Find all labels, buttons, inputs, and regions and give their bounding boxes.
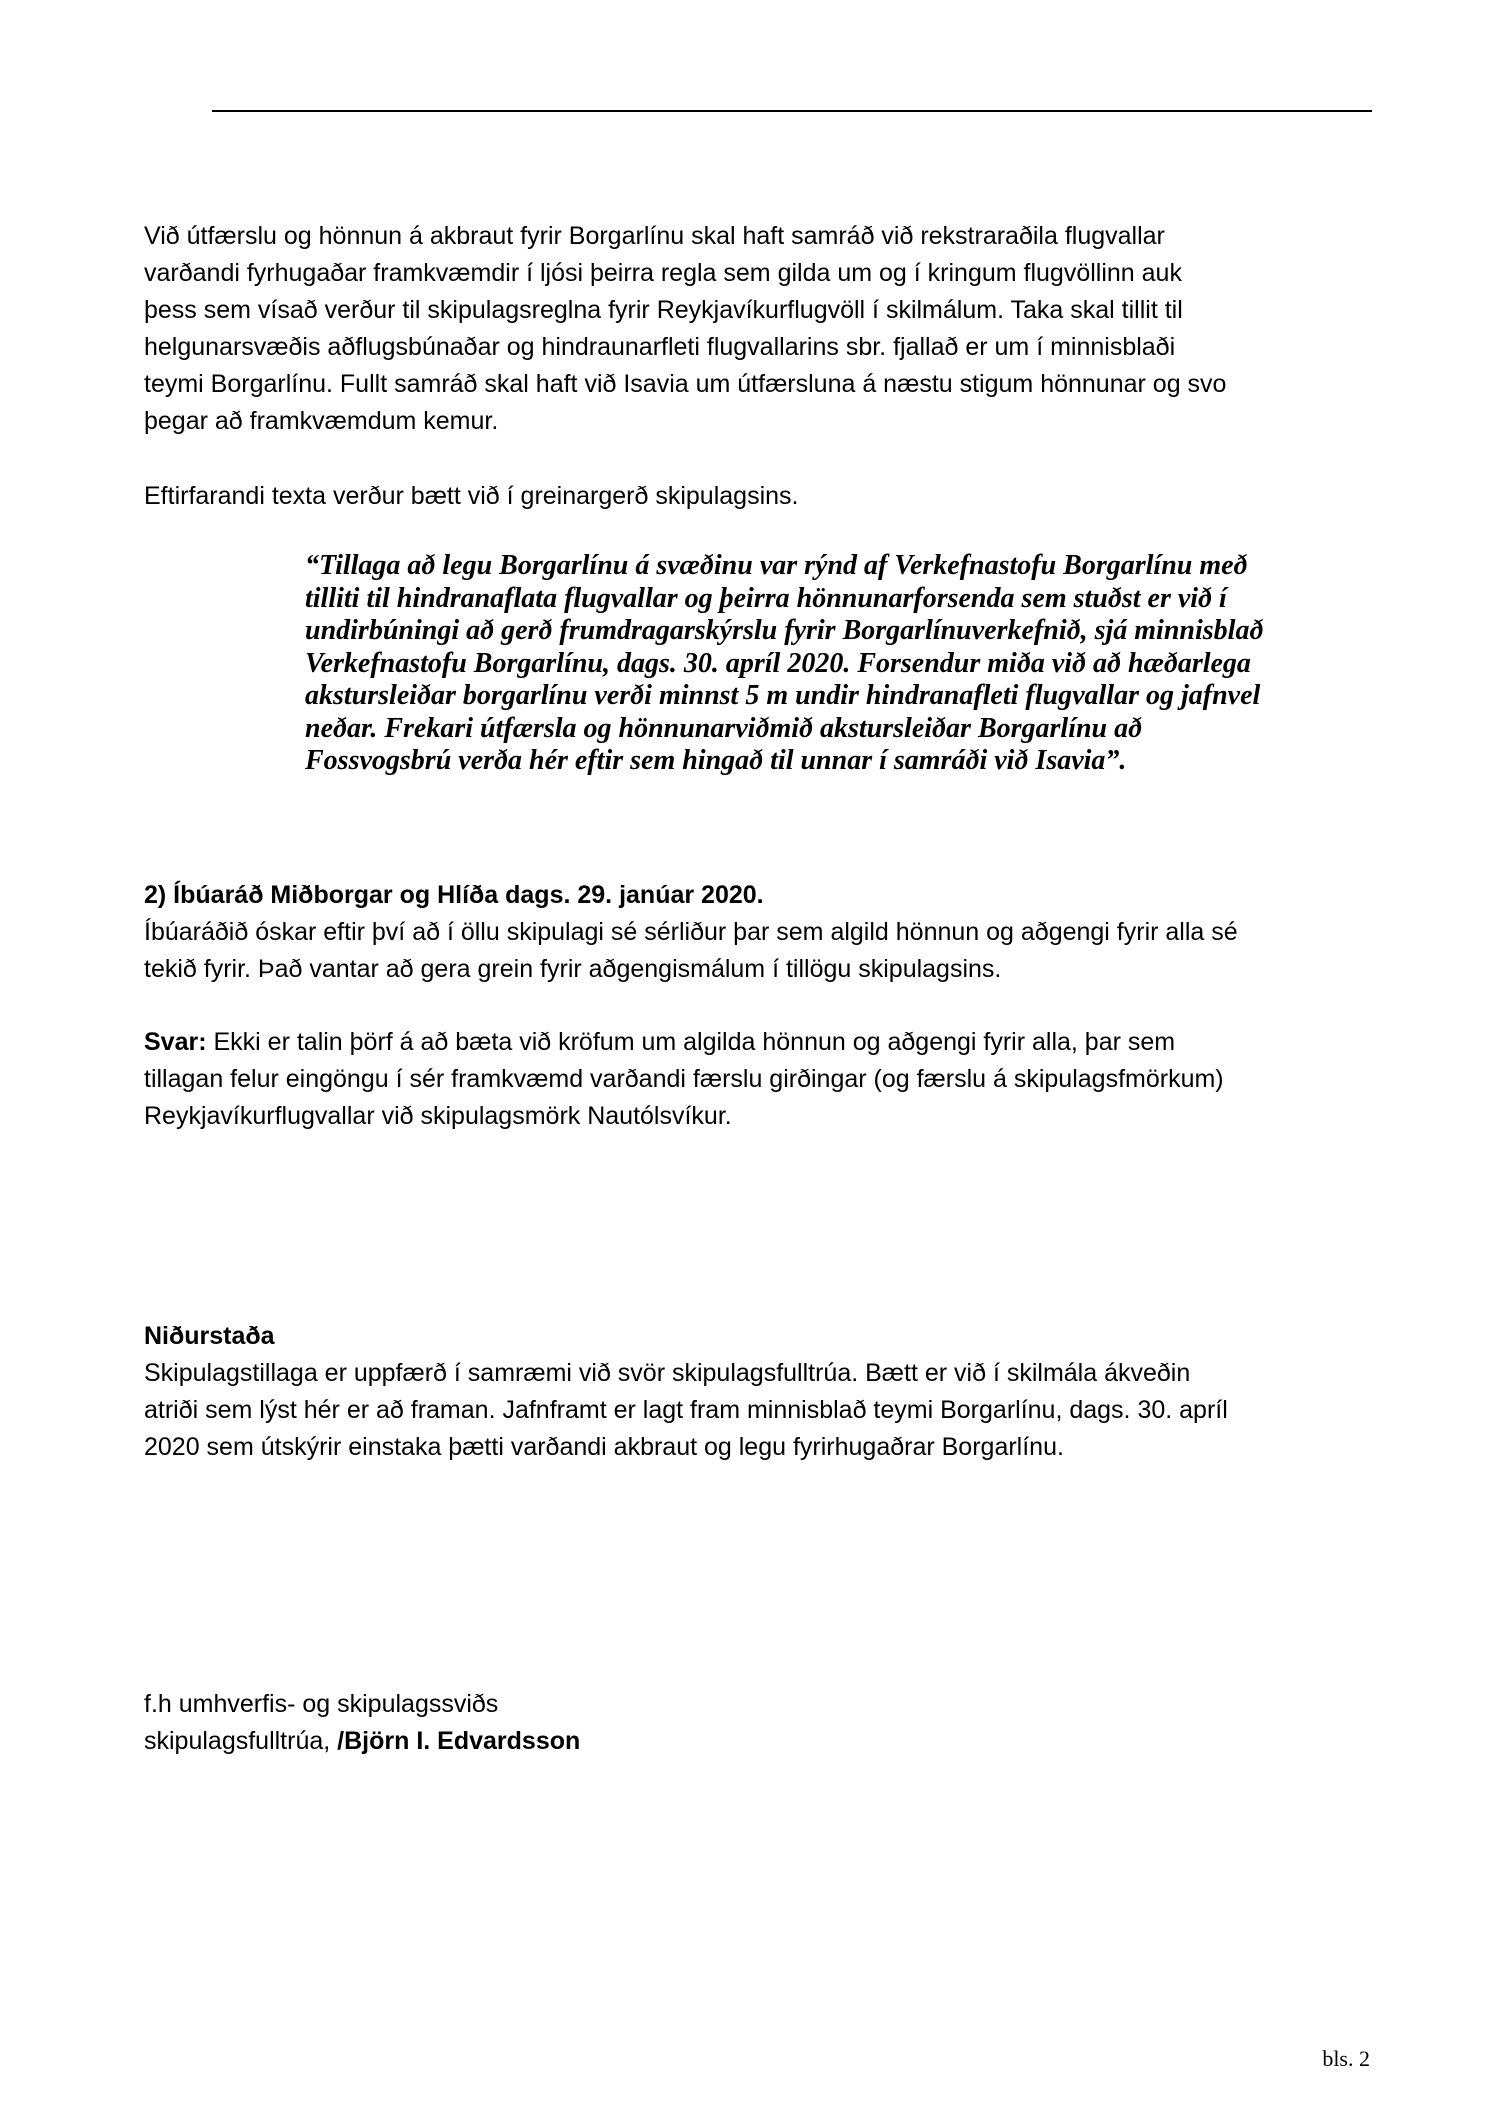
section-line: Íbúaráðið óskar eftir því að í öllu skipulagi sé sérliður þar sem algild hönnun og aðgengi fyrir alla sé: [144, 918, 1238, 946]
quote-line: tilliti til hindranaflata flugvallar og þeirra hönnunarforsenda sem stuðst er við í: [305, 582, 1227, 614]
answer-text: Ekki er talin þörf á að bæta við kröfum um algilda hönnun og aðgengi fyrir alla, þar sem: [206, 1028, 1176, 1056]
section-ibuarad: [144, 877, 1374, 988]
page-number: bls. 2: [1322, 2046, 1370, 2071]
quote-line: Verkefnastofu Borgarlínu, dags. 30. apríl 2020. Forsendur miða við að hæðarlega: [305, 647, 1251, 679]
conclusion-line: 2020 sem útskýrir einstaka þætti varðandi akbraut og legu fyrirhugaðrar Borgarlínu.: [144, 1433, 1064, 1461]
paragraph-borgarlina-design: [144, 218, 1374, 440]
answer-block: [144, 1024, 1374, 1135]
signature-title: skipulagsfulltrúa,: [144, 1727, 338, 1755]
section-line: tekið fyrir. Það vantar að gera grein fyrir aðgengismálum í tillögu skipulagsins.: [144, 955, 1002, 983]
section-heading: 2) Íbúaráð Miðborgar og Hlíða dags. 29. janúar 2020.: [144, 881, 764, 909]
signature-line: [144, 1723, 1374, 1760]
conclusion-line: Skipulagstillaga er uppfærð í samræmi við svör skipulagsfulltrúa. Bætt er við í skilmála ákveðin: [144, 1359, 1191, 1387]
quote-line: neðar. Frekari útfærsla og hönnunarviðmið akstursleiðar Borgarlínu að: [305, 712, 1143, 744]
answer-first-line: [144, 1024, 1374, 1061]
conclusion-block: [144, 1318, 1374, 1466]
paragraph-line: þess sem vísað verður til skipulagsreglna fyrir Reykjavíkurflugvöll í skilmálum. Taka skal tillit til: [144, 296, 1183, 324]
quote-line: “Tillaga að legu Borgarlínu á svæðinu var rýnd af Verkefnastofu Borgarlínu með: [305, 550, 1248, 581]
intro-text: Eftirfarandi texta verður bætt við í greinargerð skipulagsins.: [144, 482, 799, 510]
quote-line: undirbúningi að gerð frumdragarskýrslu fyrir Borgarlínuverkefnið, sjá minnisblað: [305, 615, 1264, 646]
paragraph-line: Við útfærslu og hönnun á akbraut fyrir Borgarlínu skal haft samráð við rekstraraðila flugvallar: [144, 222, 1165, 250]
paragraph-line: teymi Borgarlínu. Fullt samráð skal haft við Isavia um útfærsluna á næstu stigum hönnunar og svo: [144, 370, 1227, 398]
answer-line: Reykjavíkurflugvallar við skipulagsmörk Nautólsvíkur.: [144, 1102, 732, 1130]
paragraph-line: helgunarsvæðis aðflugsbúnaðar og hindraunarfleti flugvallarins sbr. fjallað er um í minnisblaði: [144, 333, 1176, 361]
conclusion-heading: Niðurstaða: [144, 1322, 275, 1350]
paragraph-line: þegar að framkvæmdum kemur.: [144, 407, 499, 435]
paragraph-line: varðandi fyrhugaðar framkvæmdir í ljósi þeirra regla sem gilda um og í kringum flugvöllinn auk: [144, 259, 1182, 287]
answer-line: tillagan felur eingöngu í sér framkvæmd varðandi færslu girðingar (og færslu á skipulagsfmörkum): [144, 1065, 1224, 1093]
quote-block: [305, 550, 1375, 778]
signature-block: [144, 1686, 1374, 1760]
header-rule: [212, 110, 1372, 112]
intro-line: [144, 478, 1374, 515]
quote-line: Fossvogsbrú verða hér eftir sem hingað til unnar í samráði við Isavia”.: [305, 745, 1127, 776]
answer-label: Svar:: [144, 1028, 207, 1056]
quote-line: akstursleiðar borgarlínu verði minnst 5 m undir hindranafleti flugvallar og jafnvel: [305, 680, 1261, 711]
conclusion-line: atriði sem lýst hér er að framan. Jafnframt er lagt fram minnisblað teymi Borgarlínu, dags. 30. apríl: [144, 1396, 1228, 1424]
signature-department: f.h umhverfis- og skipulagssviðs: [144, 1690, 499, 1718]
signature-name: /Björn I. Edvardsson: [337, 1727, 581, 1755]
